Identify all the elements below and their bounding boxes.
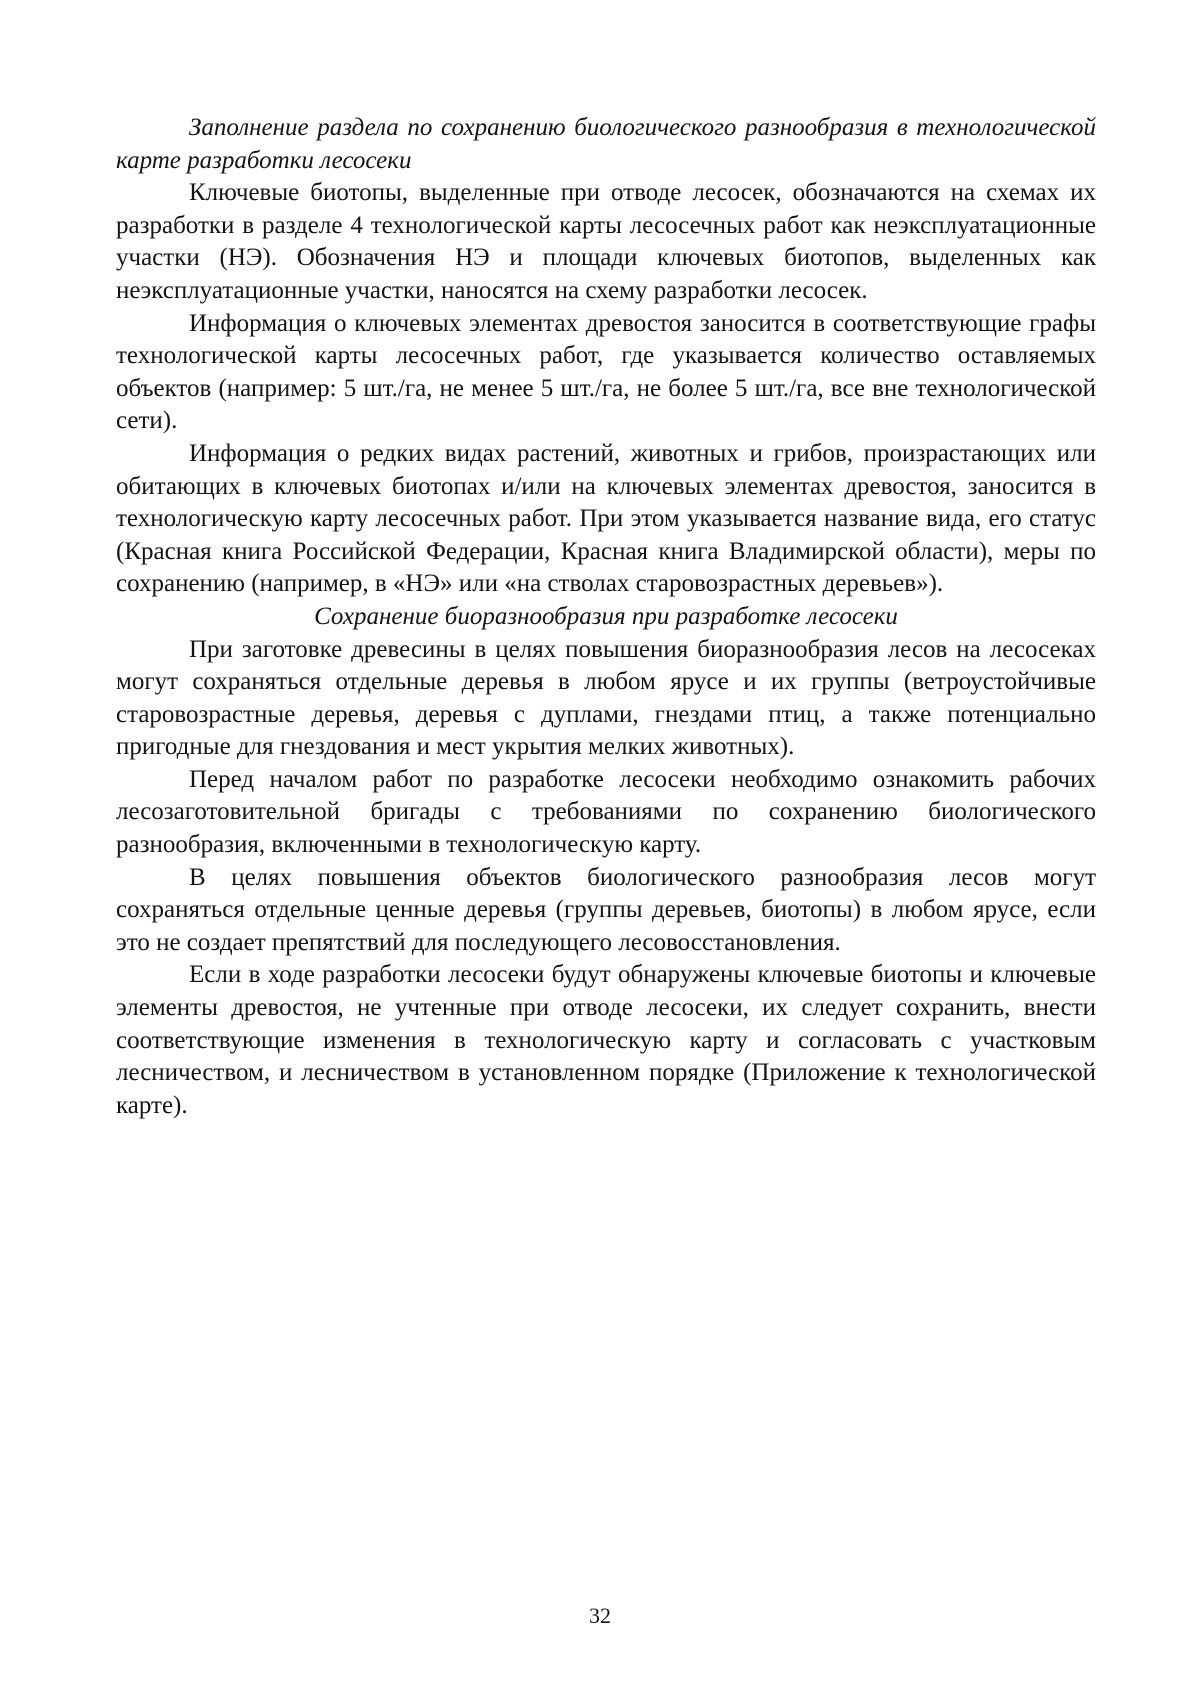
- paragraph-key-elements: Информация о ключевых элементах древостоя заносится в соответствующие графы технологической карты лесосечных работ, где указывается количество оставляемых объектов (например: 5 шт./га, не менее 5 шт./га, не более 5 шт./га, все вне технологической сети).: [116, 309, 1096, 435]
- paragraph-valuable-trees: В целях повышения объектов биологического разнообразия лесов могут сохраняться отдельные ценные деревья (группы деревьев, биотопы) в любом ярусе, если это не создает препятствий для последующего лесовосстановления.: [116, 863, 1096, 956]
- paragraph-timber-harvest: При заготовке древесины в целях повышения биоразнообразия лесов на лесосеках могут сохраняться отдельные деревья в любом ярусе и их группы (ветроустойчивые старовозрастные деревья, деревья с дуплами, гнездами птиц, а также потенциально пригодные для гнездования и мест укрытия мелких животных).: [116, 635, 1096, 761]
- page-number: 32: [589, 1603, 611, 1628]
- paragraph-key-biotopes: Ключевые биотопы, выделенные при отводе лесосек, обозначаются на схемах их разработки в разделе 4 технологической карты лесосечных работ как неэксплуатационные участки (НЭ). Обозначения НЭ и площади ключевых биотопов, выделенных как неэксплуатационные участки, наносятся на схему разработки лесосек.: [116, 179, 1096, 304]
- section-heading: Заполнение раздела по сохранению биологического разнообразия в технологической карте разработки лесосеки: [116, 114, 1096, 174]
- page-body: [116, 112, 1096, 1122]
- subsection-heading: Сохранение биоразнообразия при разработке лесосеки: [314, 602, 898, 630]
- paragraph-worker-briefing: Перед началом работ по разработке лесосеки необходимо ознакомить рабочих лесозаготовительной бригады с требованиями по сохранению биологического разнообразия, включенными в технологическую карту.: [116, 765, 1096, 859]
- paragraph-rare-species: Информация о редких видах растений, животных и грибов, произрастающих или обитающих в ключевых биотопах и/или на ключевых элементах древостоя, заносится в технологическую карту лесосечных работ. При этом указывается название вида, его статус (Красная книга Российской Федерации, Красная книга Владимирской области), меры по сохранению (например, в «НЭ» или «на стволах старовозрастных деревьев»).: [116, 439, 1096, 598]
- paragraph-discovered-biotopes: Если в ходе разработки лесосеки будут обнаружены ключевые биотопы и ключевые элементы древостоя, не учтенные при отводе лесосеки, их следует сохранить, внести соответствующие изменения в технологическую карту и согласовать с участковым лесничеством, и лесничеством в установленном порядке (Приложение к технологической карте).: [116, 961, 1096, 1119]
